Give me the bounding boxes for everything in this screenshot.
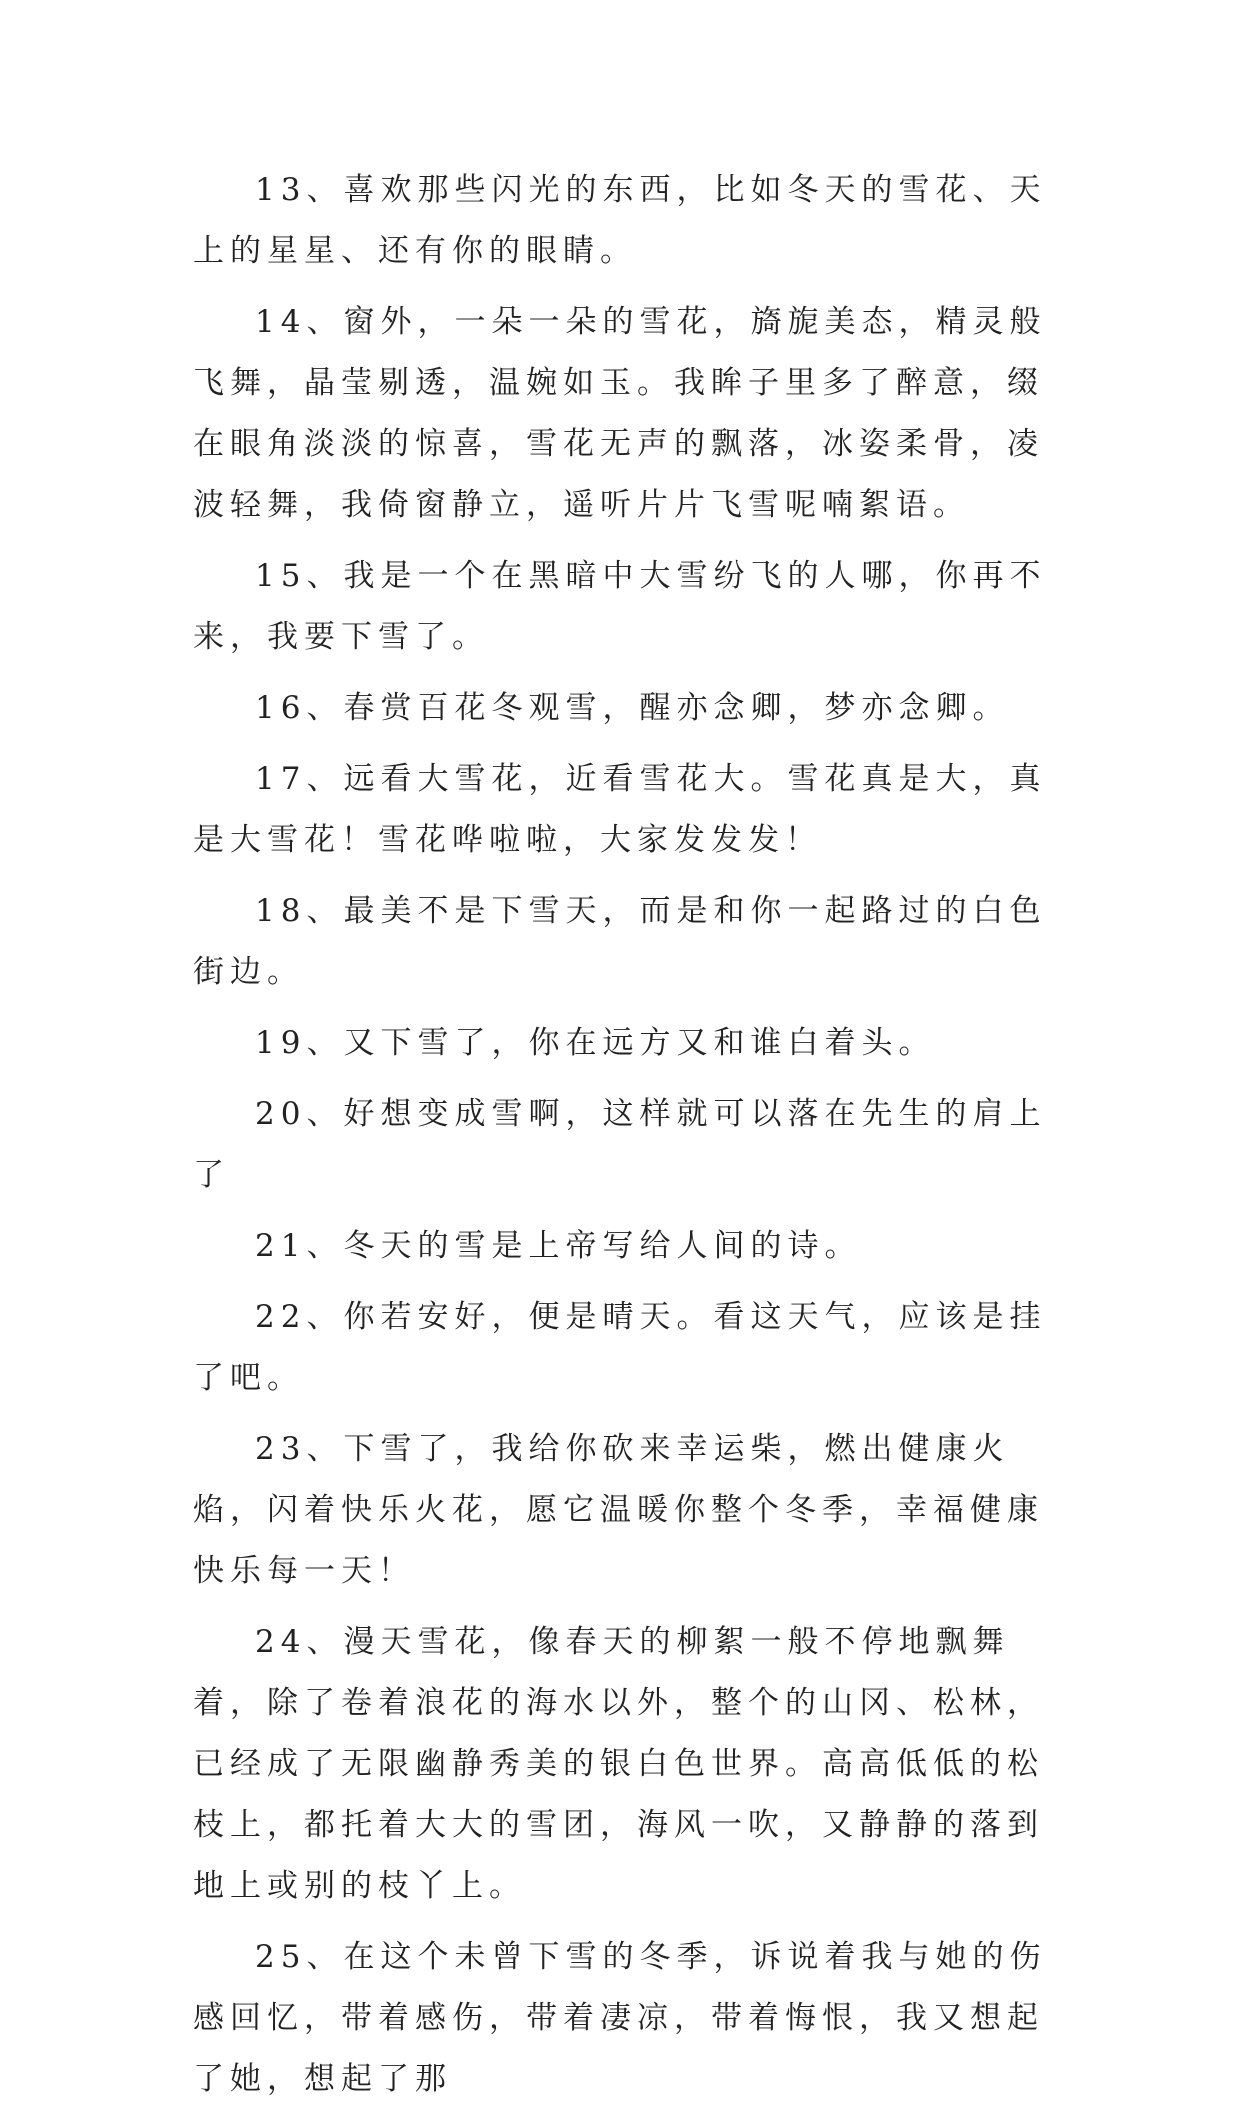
paragraph-19: 19、又下雪了，你在远方又和谁白着头。 bbox=[255, 1025, 936, 1061]
paragraph-13: 13、喜欢那些闪光的东西，比如冬天的雪花、天上的星星、还有你的眼睛。 bbox=[193, 172, 1047, 269]
paragraph-24: 24、漫天雪花，像春天的柳絮一般不停地飘舞着，除了卷着浪花的海水以外，整个的山冈、松林，已经成了无限幽静秀美的银白色世界。高高低低的松枝上，都托着大大的雪团，海风一吹，又静静的落到地上或别的枝丫上。 bbox=[193, 1624, 1044, 1904]
paragraph-17: 17、远看大雪花，近看雪花大。雪花真是大，真是大雪花！雪花哗啦啦，大家发发发！ bbox=[193, 761, 1047, 858]
paragraph-14: 14、窗外，一朵一朵的雪花，旖旎美态，精灵般飞舞，晶莹剔透，温婉如玉。我眸子里多了醉意，缀在眼角淡淡的惊喜，雪花无声的飘落，冰姿柔骨，凌波轻舞，我倚窗静立，遥听片片飞雪呢喃絮语。 bbox=[193, 304, 1047, 523]
paragraph-21: 21、冬天的雪是上帝写给人间的诗。 bbox=[255, 1228, 862, 1264]
paragraph-25: 25、在这个未曾下雪的冬季，诉说着我与她的伤感回忆，带着感伤，带着凄凉，带着悔恨，我又想起了她，想起了那 bbox=[193, 1939, 1047, 2097]
paragraph-22: 22、你若安好，便是晴天。看这天气，应该是挂了吧。 bbox=[193, 1299, 1047, 1396]
paragraph-18: 18、最美不是下雪天，而是和你一起路过的白色街边。 bbox=[193, 893, 1047, 990]
paragraph-20: 20、好想变成雪啊，这样就可以落在先生的肩上了 bbox=[193, 1096, 1047, 1193]
document-body bbox=[193, 160, 1048, 2120]
paragraph-15: 15、我是一个在黑暗中大雪纷飞的人哪，你再不来，我要下雪了。 bbox=[193, 558, 1047, 655]
paragraph-16: 16、春赏百花冬观雪，醒亦念卿，梦亦念卿。 bbox=[255, 690, 1010, 726]
paragraph-23: 23、下雪了，我给你砍来幸运柴，燃出健康火焰，闪着快乐火花，愿它温暖你整个冬季，幸福健康快乐每一天！ bbox=[193, 1431, 1044, 1589]
